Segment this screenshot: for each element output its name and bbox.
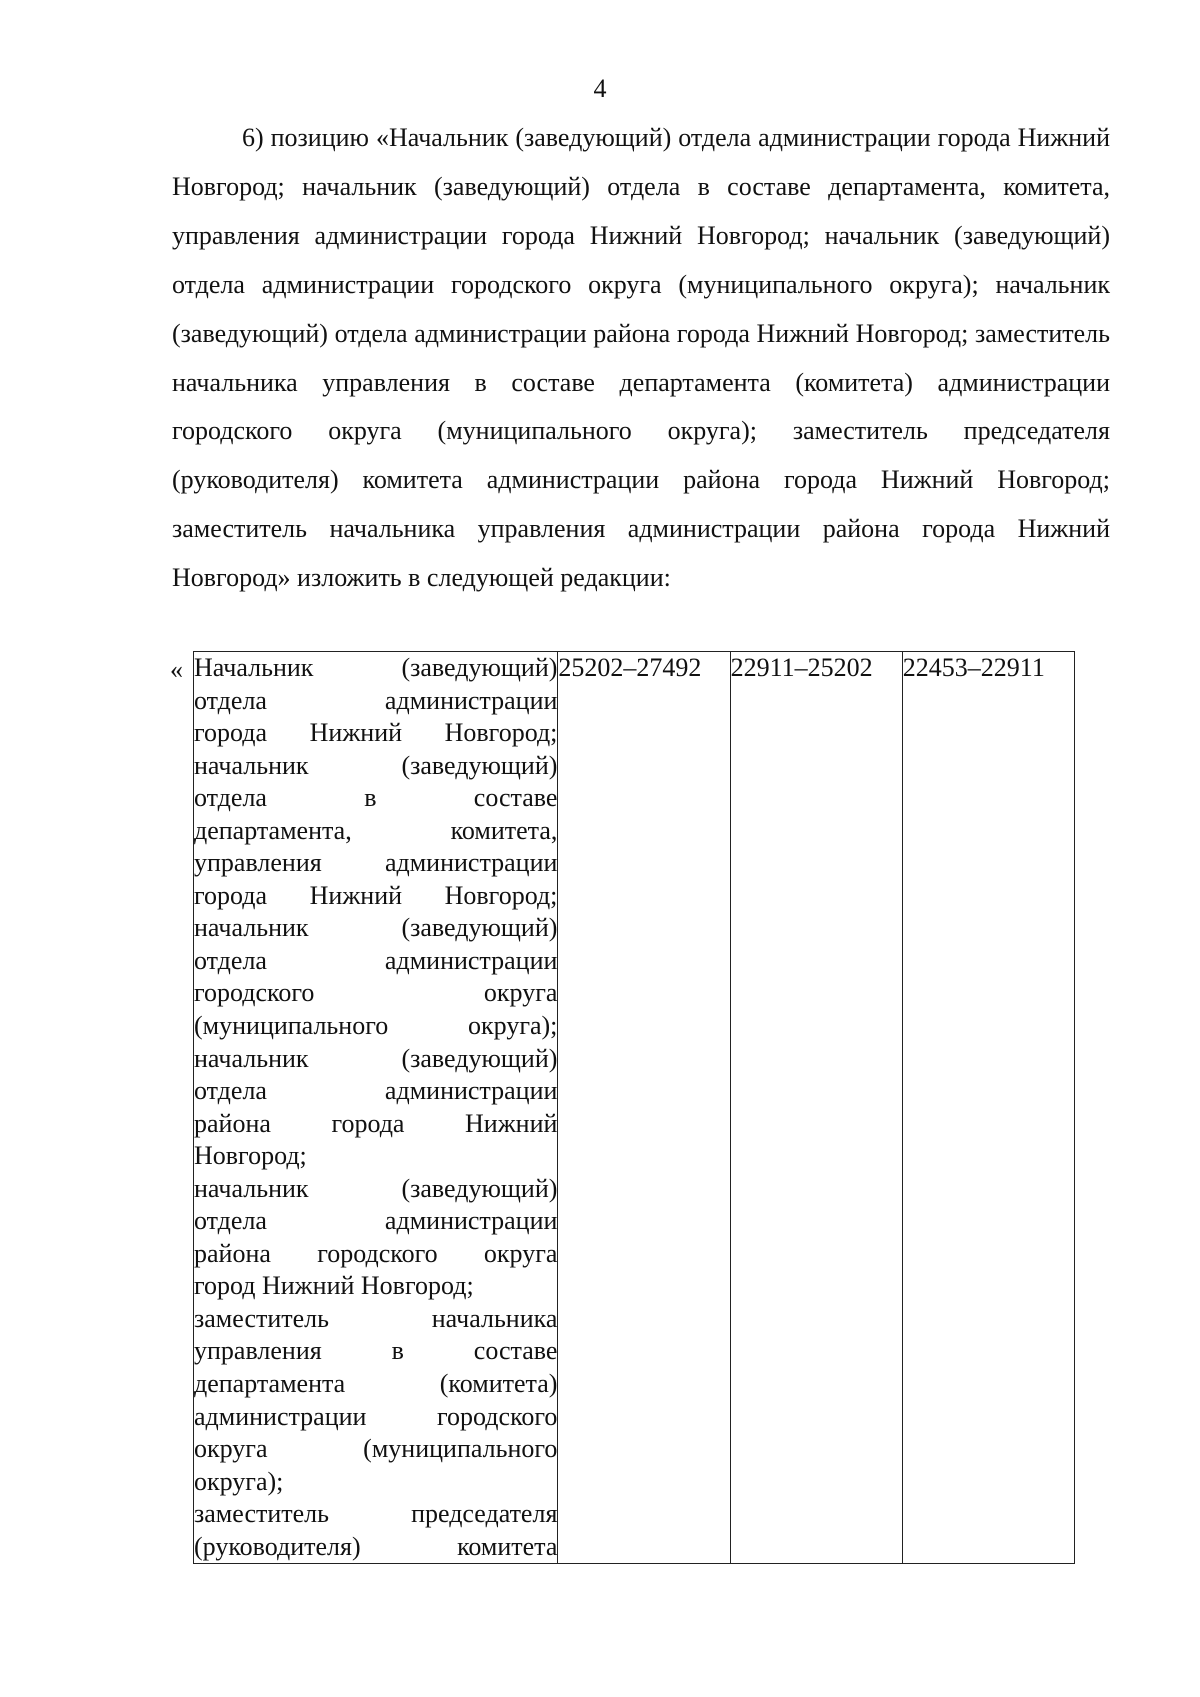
- position-line: городского округа: [194, 978, 558, 1008]
- opening-quote: «: [170, 655, 183, 684]
- position-line: города Нижний Новгород;: [194, 718, 558, 748]
- position-name-cell: [194, 652, 558, 1564]
- position-line: отдела администрации: [194, 1076, 558, 1106]
- position-line: отдела администрации: [194, 1206, 558, 1236]
- salary-table: [193, 651, 1075, 1564]
- position-line: (руководителя) комитета: [194, 1531, 558, 1561]
- salary-range-cell-3: 22453–22911: [902, 652, 1074, 1564]
- position-line: управления в составе: [194, 1336, 558, 1366]
- table-row: [194, 652, 1075, 1564]
- position-line: администрации городского: [194, 1401, 558, 1431]
- position-line: начальник (заведующий): [194, 1173, 558, 1203]
- salary-range-cell-1: 25202–27492: [558, 652, 730, 1564]
- position-line: Новгород;: [194, 1141, 307, 1171]
- salary-range-cell-2: 22911–25202: [730, 652, 902, 1564]
- position-line: района города Нижний: [194, 1108, 558, 1138]
- position-line: город Нижний Новгород;: [194, 1271, 474, 1301]
- position-line: Начальник (заведующий): [194, 653, 558, 682]
- position-line: департамента (комитета): [194, 1369, 558, 1399]
- position-line: заместитель председателя: [194, 1499, 558, 1529]
- position-line: отдела в составе: [194, 783, 558, 813]
- position-line: округа (муниципального: [194, 1434, 558, 1464]
- page-number: 4: [593, 74, 607, 103]
- position-line: начальник (заведующий): [194, 913, 558, 943]
- amendment-paragraph: 6) позицию «Начальник (заведующий) отдела администрации города Нижний Новгород; начальник (заведующий) отдела в составе департамента, комитета, управления администрации города Нижний Новгород; начальник (заведующий) отдела администрации городского округа (муниципального округа); начальник (заведующий) отдела администрации района города Нижний Новгород; заместитель начальника управления в составе департамента (комитета) администрации городского округа (муниципального округа); заместитель председателя (руководителя) комитета администрации района города Нижний Новгород; заместитель начальника управления администрации района города Нижний Новгород» изложить в следующей редакции:: [172, 123, 1110, 593]
- position-line: округа);: [194, 1466, 284, 1496]
- position-line: заместитель начальника: [194, 1303, 558, 1333]
- position-line: (муниципального округа);: [194, 1011, 558, 1041]
- position-line: начальник (заведующий): [194, 1043, 558, 1073]
- position-line: отдела администрации: [194, 685, 558, 715]
- position-line: департамента, комитета,: [194, 815, 558, 845]
- position-line: отдела администрации: [194, 945, 558, 975]
- position-line: города Нижний Новгород;: [194, 880, 558, 910]
- position-line: района городского округа: [194, 1238, 558, 1268]
- position-line: начальник (заведующий): [194, 750, 558, 780]
- position-line: управления администрации: [194, 848, 558, 878]
